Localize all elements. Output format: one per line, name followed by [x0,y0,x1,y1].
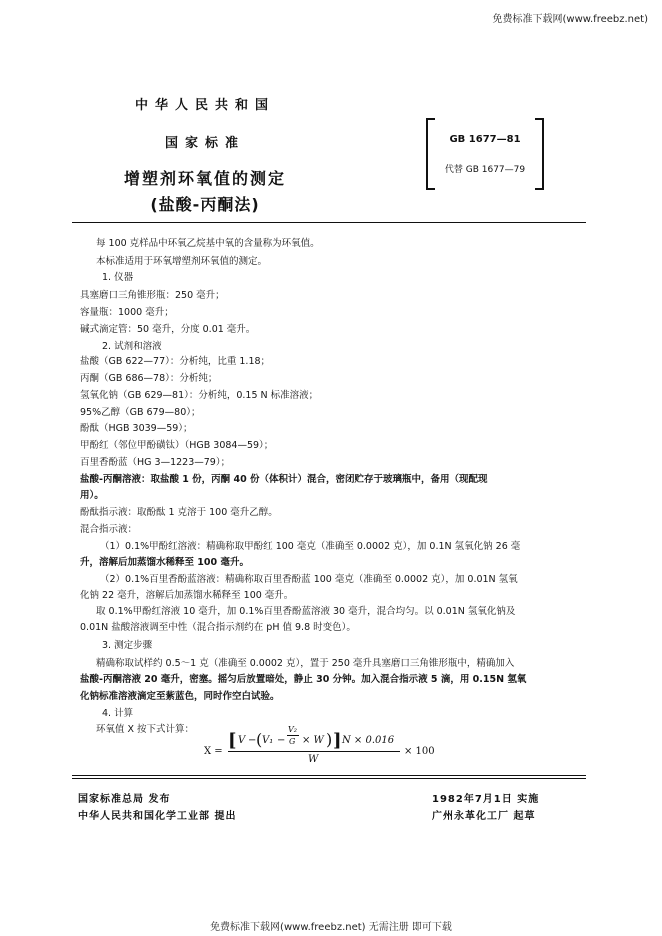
formula-fraction-bar [228,751,400,752]
section-title-apparatus: 1. 仪器 [102,272,134,283]
footer-rule [72,775,586,776]
section-title-calculation: 4. 计算 [102,708,134,719]
country-heading: 中华人民共和国 [134,98,275,113]
epoxy-value-formula [204,726,464,770]
document-subtitle: (盐酸-丙酮法) [150,195,260,214]
list-item: 环氧值 X 按下式计算： [96,724,195,735]
formula-times-100: × 100 [404,746,435,757]
formula-times-w: × W [302,735,324,746]
formula-v2: V₂ [288,725,297,734]
list-item: （2）0.1%百里香酚蓝溶液：精确称取百里香酚蓝 100 毫克（准确至 0.0002 克），加 0.01N 氢氧 [100,574,518,585]
formula-paren-close: ) [326,730,333,749]
footer-proposer: 中华人民共和国化学工业部 提出 [78,811,237,822]
list-item: 盐酸（GB 622—77）：分析纯，比重 1.18； [80,356,271,367]
header-rule [72,222,586,223]
standard-number-box [426,118,544,190]
formula-minus: − [277,735,286,746]
list-item: 取 0.1%甲酚红溶液 10 毫升，加 0.1%百里香酚蓝溶液 30 毫升，混合均匀。以 0.01N 氢氧化钠及 [96,606,516,617]
section-title-reagents: 2. 试剂和溶液 [102,341,162,352]
list-item: 用）。 [80,490,104,501]
formula-bracket-open: [ [228,730,237,751]
section-title-procedure: 3. 测定步骤 [102,640,153,651]
bottom-watermark: 免费标准下载网(www.freebz.net) 无需注册 即可下载 [210,922,452,933]
list-item: 酚酞指示液：取酚酞 1 克溶于 100 毫升乙醇。 [80,507,278,518]
footer-rule [72,778,586,779]
formula-denominator: W [308,754,319,765]
formula-v: V [238,735,246,746]
list-item: 化钠 22 毫升，溶解后加蒸馏水稀释至 100 毫升。 [80,590,294,601]
formula-g: G [289,737,296,746]
list-item: 盐酸-丙酮溶液：取盐酸 1 份，丙酮 40 份（体积计）混合，密闭贮存于玻璃瓶中，备用（现配现 [80,474,488,485]
list-item: （1）0.1%甲酚红溶液：精确称取甲酚红 100 毫克（准确至 0.0002 克），加 0.1N 氢氧化钠 26 毫 [100,541,521,552]
list-item: 容量瓶：1000 毫升； [80,307,174,318]
list-item: 0.01N 盐酸溶液调至中性（混合指示剂约在 pH 值 9.8 时变色）。 [80,622,356,633]
formula-small-fraction-bar [287,735,299,736]
list-item: 甲酚红（邻位甲酚磺钛）（HGB 3084—59）； [80,440,274,451]
list-item: 95%乙醇（GB 679—80）； [80,407,201,418]
footer-issuer: 国家标准总局 发布 [78,794,171,805]
list-item: 丙酮（GB 686—78）：分析纯； [80,373,218,384]
formula-minus: − [248,735,257,746]
formula-n-factor: N × 0.016 [342,735,395,746]
footer-drafter: 广州永革化工厂 起草 [432,811,536,822]
list-item: 升，溶解后加蒸馏水稀释至 100 毫升。 [80,557,249,568]
category-heading: 国家标准 [164,136,245,151]
list-item: 氢氧化钠（GB 629—81）：分析纯，0.15 N 标准溶液； [80,390,319,401]
document-title: 增塑剂环氧值的测定 [123,169,286,188]
paragraph-scope: 本标准适用于环氧增塑剂环氧值的测定。 [96,256,268,267]
list-item: 精确称取试样约 0.5～1 克（准确至 0.0002 克），置于 250 毫升具塞磨口三角锥形瓶中，精确加入 [96,658,515,669]
standard-number: GB 1677—81 [449,134,521,145]
top-watermark: 免费标准下载网(www.freebz.net) [492,14,648,25]
list-item: 百里香酚蓝（HG 3—1223—79）； [80,457,231,468]
list-item: 具塞磨口三角锥形瓶：250 毫升； [80,290,225,301]
formula-bracket-close: ] [333,730,342,751]
footer-implementation-date: 1982年7月1日 实施 [432,794,540,805]
list-item: 碱式滴定管：50 毫升，分度 0.01 毫升。 [80,324,256,335]
formula-v1: V₁ [262,735,274,746]
formula-paren-open: ( [256,730,263,749]
paragraph-definition: 每 100 克样品中环氧乙烷基中氧的含量称为环氧值。 [96,238,320,249]
list-item: 酚酞（HGB 3039—59）； [80,423,193,434]
formula-lhs: X = [204,746,223,757]
list-item: 盐酸-丙酮溶液 20 毫升，密塞。摇匀后放置暗处，静止 30 分钟。加入混合指示液 5 滴，用 0.15N 氢氧 [80,674,527,685]
list-item: 混合指示液： [80,524,138,535]
list-item: 化钠标准溶液滴定至紫蓝色，同时作空白试验。 [80,691,280,702]
standard-replaces: 代替 GB 1677—79 [444,165,526,175]
